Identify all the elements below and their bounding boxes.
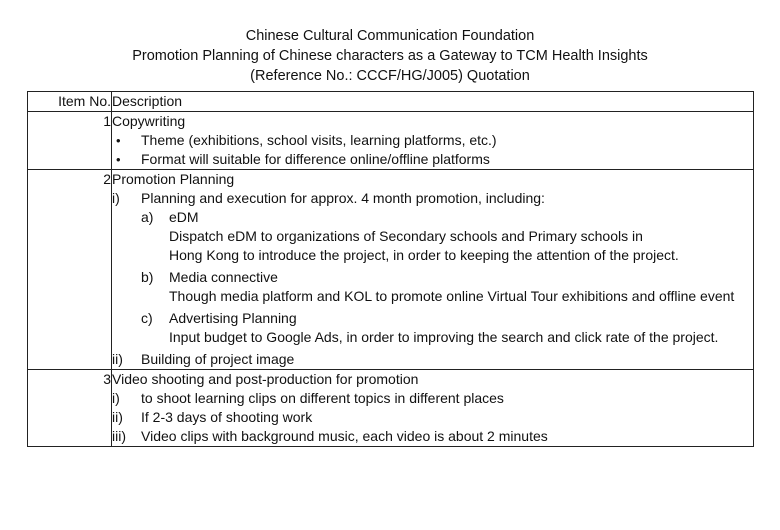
list-item-detail: Input budget to Google Ads, in order to improving the search and click rate of the project.: [169, 329, 719, 345]
list-marker: i): [112, 190, 120, 206]
list-item-text: Building of project image: [141, 351, 295, 367]
item-title: Copywriting: [112, 113, 186, 129]
list-marker: b): [141, 269, 154, 285]
table-row: [28, 170, 754, 370]
project-title: Promotion Planning of Chinese characters as a Gateway to TCM Health Insights: [132, 48, 648, 64]
list-item-text: eDM: [169, 209, 199, 225]
list-item: [112, 268, 753, 287]
reference-line: (Reference No.: CCCF/HG/J005) Quotation: [250, 68, 530, 84]
list-item-text: Video clips with background music, each video is about 2 minutes: [141, 428, 548, 444]
item-title: Video shooting and post-production for promotion: [112, 371, 419, 387]
list-marker: iii): [112, 428, 126, 444]
list-item-text: Media connective: [169, 269, 278, 285]
item-title: Promotion Planning: [112, 171, 235, 187]
list-item: [112, 389, 753, 408]
list-item-text: Theme (exhibitions, school visits, learning platforms, etc.): [141, 132, 497, 148]
list-item: [112, 408, 753, 427]
column-header-description: Description: [112, 92, 754, 112]
quotation-table: [27, 91, 754, 447]
list-marker: ii): [112, 351, 123, 367]
table-row: [28, 370, 754, 447]
list-marker: c): [141, 310, 153, 326]
list-item: [112, 189, 753, 208]
list-item-detail: Though media platform and KOL to promote online Virtual Tour exhibitions and offline event: [169, 288, 735, 304]
list-item-text: to shoot learning clips on different topics in different places: [141, 390, 504, 406]
item-description: [112, 170, 754, 370]
list-item-detail: Dispatch eDM to organizations of Secondary schools and Primary schools in: [169, 228, 643, 244]
list-marker: ii): [112, 409, 123, 425]
list-item-text: Format will suitable for difference online/offline platforms: [141, 151, 490, 167]
item-number: 3: [28, 370, 112, 447]
item-number: 2: [28, 170, 112, 370]
list-item-text: Advertising Planning: [169, 310, 297, 326]
item-description: [112, 112, 754, 170]
list-item-text: If 2-3 days of shooting work: [141, 409, 313, 425]
item-description: [112, 370, 754, 447]
list-item-text: Planning and execution for approx. 4 month promotion, including:: [141, 190, 545, 206]
table-row: [28, 112, 754, 170]
list-item: [112, 131, 753, 150]
list-item: [112, 150, 753, 169]
list-item-detail: Hong Kong to introduce the project, in order to keeping the attention of the project.: [169, 247, 679, 263]
bullet-icon: •: [116, 133, 121, 148]
org-name: Chinese Cultural Communication Foundation: [245, 28, 535, 44]
column-header-item-no: Item No.: [28, 92, 112, 112]
list-item: [112, 427, 753, 446]
list-item: [112, 350, 753, 369]
bullet-icon: •: [116, 152, 121, 167]
document-header: [0, 26, 780, 86]
list-marker: a): [141, 209, 154, 225]
list-item: [112, 208, 753, 227]
list-item: [112, 309, 753, 328]
table-header-row: [28, 92, 754, 112]
item-number: 1: [28, 112, 112, 170]
list-marker: i): [112, 390, 120, 406]
